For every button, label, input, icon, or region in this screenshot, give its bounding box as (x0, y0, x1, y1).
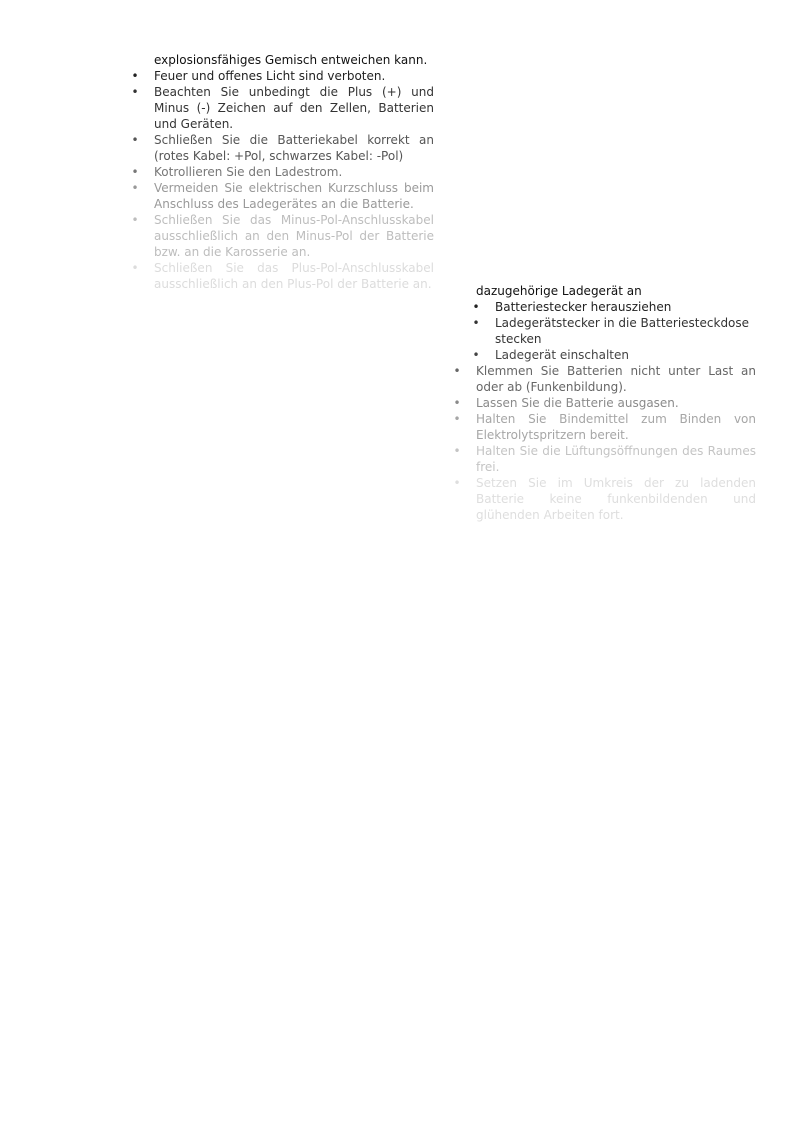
bullet-icon: • (131, 181, 139, 195)
list-item: • Schließen Sie das Minus-Pol-Anschlusskabel ausschließlich an den Minus-Pol der Batterie bzw. an die Karosserie an. (131, 213, 434, 259)
list-item: • Ladegerätstecker in die Batteriesteckdose stecken (472, 316, 750, 346)
bullet-icon: • (453, 476, 461, 490)
right-column (453, 283, 756, 522)
bullet-icon: • (131, 213, 139, 227)
list-item: • Feuer und offenes Licht sind verboten. (131, 69, 386, 83)
bullet-icon: • (131, 69, 139, 83)
bullet-icon: • (131, 165, 139, 179)
bullet-icon: • (131, 261, 139, 275)
right-sub-list (472, 299, 756, 363)
right-bullet-list (453, 363, 756, 523)
list-item: • Batteriestecker herausziehen (472, 300, 672, 314)
list-item: • Schließen Sie das Plus-Pol-Anschlusskabel ausschließlich an den Plus-Pol der Batterie an. (131, 261, 434, 291)
bullet-icon: • (453, 444, 461, 458)
list-item: • Halten Sie Bindemittel zum Binden von Elektrolytspritzern bereit. (453, 412, 756, 442)
list-item: • Schließen Sie die Batteriekabel korrekt an (rotes Kabel: +Pol, schwarzes Kabel: -Pol) (131, 133, 434, 163)
bullet-icon: • (453, 364, 461, 378)
list-item: • Halten Sie die Lüftungsöffnungen des Raumes frei. (453, 444, 756, 474)
list-item: • Lassen Sie die Batterie ausgasen. (453, 396, 679, 410)
right-lead-text: dazugehörige Ladegerät an (476, 284, 642, 298)
list-item: • Kotrollieren Sie den Ladestrom. (131, 165, 343, 179)
bullet-icon: • (131, 133, 139, 147)
left-column (131, 52, 434, 291)
list-item: • Vermeiden Sie elektrischen Kurzschluss beim Anschluss des Ladegerätes an die Batterie. (131, 181, 434, 211)
list-item: • Ladegerät einschalten (472, 348, 630, 362)
left-lead-text: explosionsfähiges Gemisch entweichen kann. (154, 53, 428, 67)
list-item: • Setzen Sie im Umkreis der zu ladenden Batterie keine funkenbildenden und glühenden Arbeiten fort. (453, 476, 756, 522)
bullet-icon: • (453, 396, 461, 410)
left-bullet-list (131, 68, 434, 292)
bullet-icon: • (472, 348, 480, 362)
bullet-icon: • (472, 316, 480, 330)
bullet-icon: • (472, 300, 480, 314)
bullet-icon: • (453, 412, 461, 426)
list-item: • Beachten Sie unbedingt die Plus (+) und Minus (-) Zeichen auf den Zellen, Batterien und Geräten. (131, 85, 434, 131)
list-item: • Klemmen Sie Batterien nicht unter Last an oder ab (Funkenbildung). (453, 364, 756, 394)
bullet-icon: • (131, 85, 139, 99)
